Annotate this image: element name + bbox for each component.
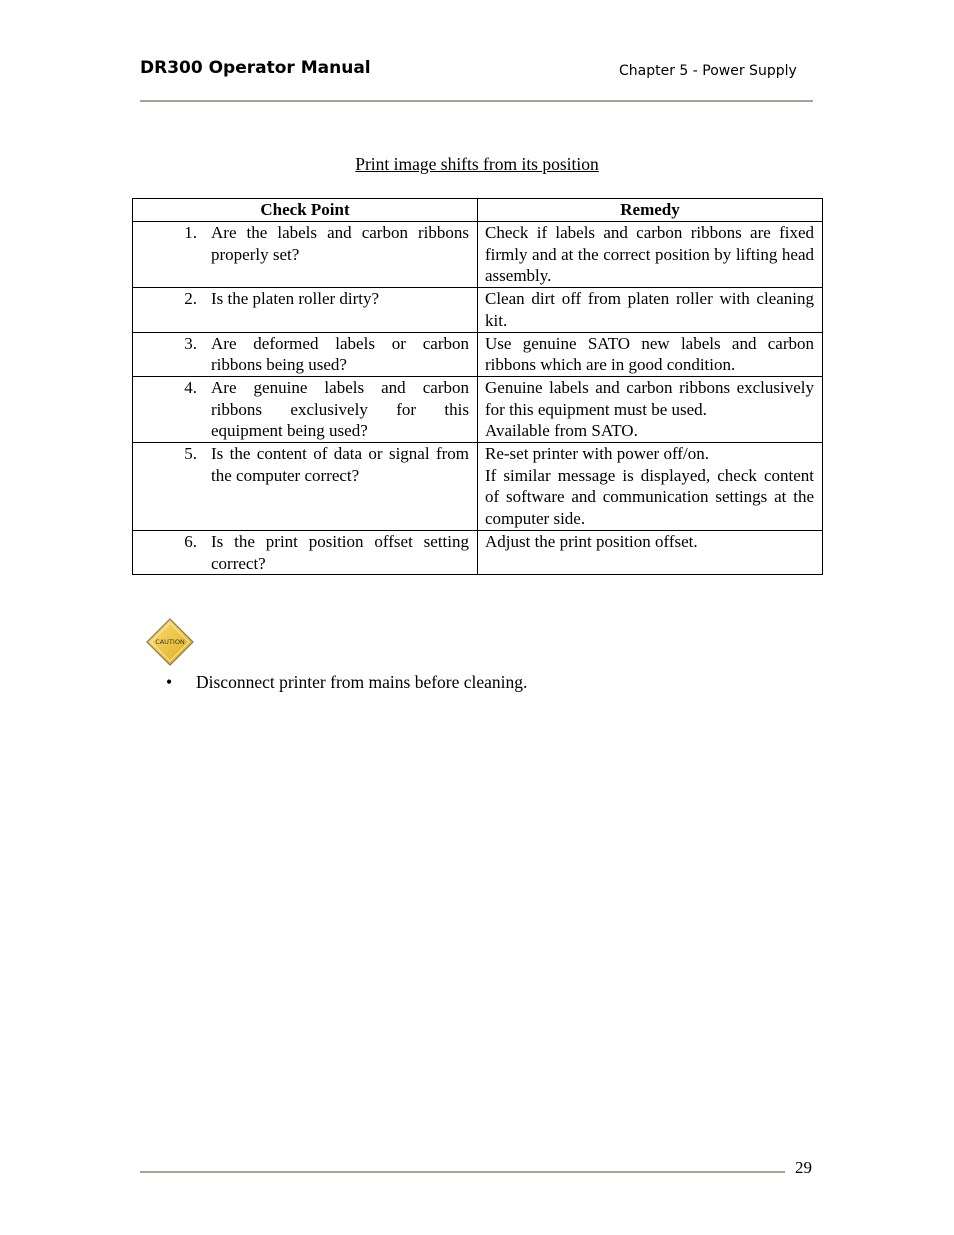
remedy-cell	[478, 530, 823, 574]
check-point-cell	[133, 443, 478, 531]
check-point-cell	[133, 530, 478, 574]
check-point-cell	[133, 332, 478, 376]
check-point-text: Are genuine labels and carbon ribbons exclusively for this equipment being used?	[211, 377, 469, 441]
table-header-row	[133, 199, 823, 222]
row-number: 5.	[184, 444, 197, 464]
check-point-text: Is the platen roller dirty?	[211, 289, 380, 309]
remedy-cell	[478, 443, 823, 531]
remedy-text: Re-set printer with power off/on.	[485, 444, 709, 464]
table-row	[133, 530, 823, 574]
table-row	[133, 376, 823, 442]
table-row	[133, 222, 823, 288]
remedy-cell	[478, 288, 823, 332]
chapter-label: Chapter 5 - Power Supply	[619, 63, 797, 79]
table-row	[133, 332, 823, 376]
row-number: 4.	[184, 377, 197, 397]
list-item	[166, 672, 527, 693]
row-number: 3.	[184, 333, 197, 353]
check-point-cell	[133, 222, 478, 288]
caution-text: Disconnect printer from mains before cleaning.	[196, 672, 528, 692]
header-divider	[140, 100, 813, 102]
remedy-cell	[478, 222, 823, 288]
remedy-text: Use genuine SATO new labels and carbon ribbons which are in good condition.	[485, 333, 814, 375]
remedy-text: Genuine labels and carbon ribbons exclusively for this equipment must be used.	[485, 377, 814, 419]
row-number: 2.	[184, 289, 197, 309]
check-point-cell	[133, 288, 478, 332]
remedy-text: Check if labels and carbon ribbons are fixed firmly and at the correct position by lifting head assembly.	[485, 223, 814, 286]
remedy-text: Adjust the print position offset.	[485, 531, 698, 551]
header-remedy: Remedy	[478, 199, 823, 222]
check-point-text: Are the labels and carbon ribbons properly set?	[211, 223, 469, 264]
check-point-cell	[133, 376, 478, 442]
remedy-text: If similar message is displayed, check content of software and communication settings at the computer side.	[485, 465, 814, 529]
caution-icon	[145, 617, 195, 667]
row-number: 6.	[184, 531, 197, 551]
check-point-text: Is the content of data or signal from the computer correct?	[211, 444, 469, 485]
remedy-text: Available from SATO.	[485, 421, 638, 441]
check-point-text: Are deformed labels or carbon ribbons being used?	[211, 333, 469, 375]
table-row	[133, 288, 823, 332]
check-point-text: Is the print position offset setting correct?	[211, 531, 469, 573]
caution-list	[166, 672, 527, 693]
row-number: 1.	[184, 223, 197, 242]
remedy-cell	[478, 332, 823, 376]
remedy-cell	[478, 376, 823, 442]
caution-label: CAUTION	[155, 638, 185, 646]
troubleshooting-table	[132, 198, 823, 575]
page-number: 29	[795, 1158, 812, 1177]
bullet-dot-icon: •	[166, 672, 173, 692]
footer-divider	[140, 1171, 785, 1173]
header-check-point: Check Point	[133, 199, 478, 222]
remedy-text: Clean dirt off from platen roller with cleaning kit.	[485, 289, 814, 330]
manual-title: DR300 Operator Manual	[140, 58, 371, 78]
table-row	[133, 443, 823, 531]
section-title: Print image shifts from its position	[355, 154, 599, 174]
